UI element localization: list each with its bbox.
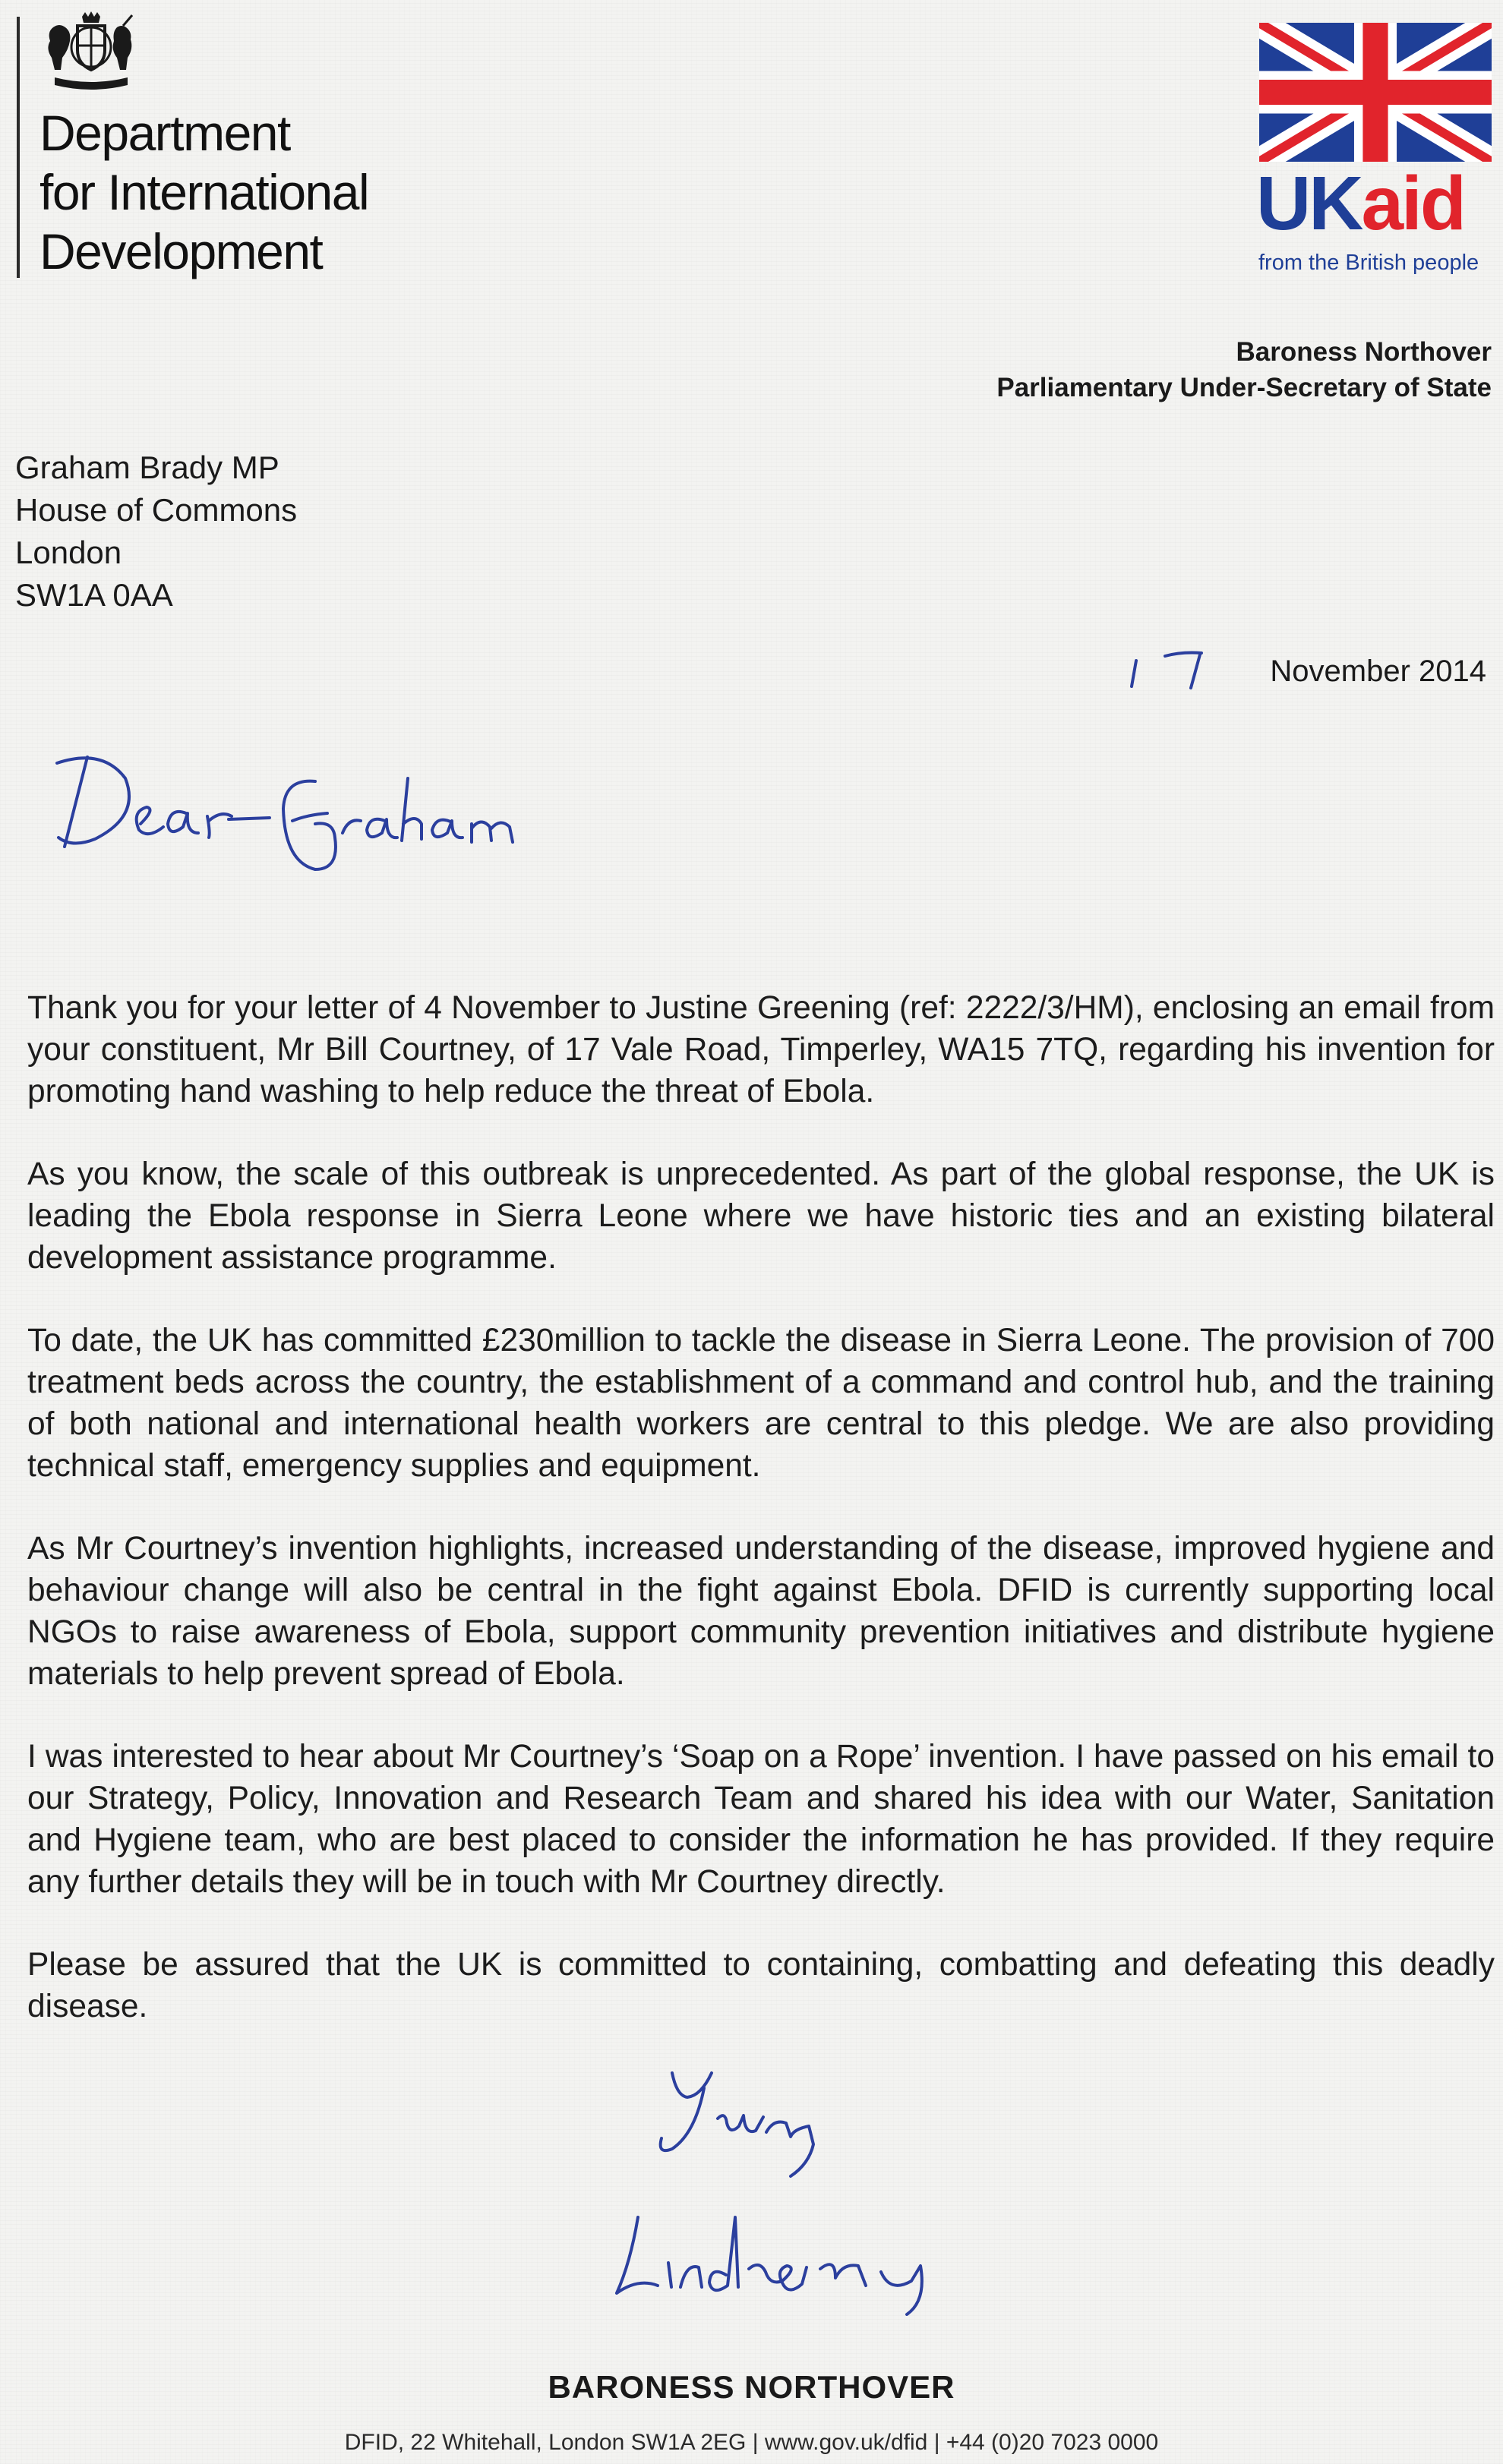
- body-paragraph: As Mr Courtney’s invention highlights, increased understanding of the disease, improved hygiene and behaviour change will also be central in the fight against Ebola. DFID is currently supporting local NGOs to raise awareness of Ebola, support community prevention initiatives and distribute hygiene materials to help prevent spread of Ebola.: [27, 1531, 1495, 1692]
- sender-name: Baroness Northover: [1236, 337, 1492, 367]
- department-name: [39, 103, 368, 281]
- handwritten-salutation: [42, 748, 573, 877]
- letter-body: [27, 987, 1495, 2068]
- header-rule: [17, 17, 20, 278]
- handwritten-closing: [642, 2065, 862, 2179]
- addressee-line: SW1A 0AA: [15, 577, 173, 613]
- body-paragraph: I was interested to hear about Mr Courtney’s ‘Soap on a Rope’ invention. I have passed on his email to our Strategy, Policy, Innovation and Research Team and shared his idea with our Water, Sanitation and Hygiene team, who are best placed to consider the information he has provided. If they require any further details they will be in touch with Mr Courtney directly.: [27, 1739, 1495, 1900]
- sender-title: Parliamentary Under-Secretary of State: [996, 373, 1492, 402]
- ukaid-uk: UK: [1256, 161, 1362, 246]
- addressee-line: House of Commons: [15, 492, 298, 528]
- sender-block: [996, 334, 1492, 405]
- body-paragraph: As you know, the scale of this outbreak is unprecedented. As part of the global response, the UK is leading the Ebola response in Sierra Leone where we have historic ties and an existing bilateral development assistance programme.: [27, 1156, 1495, 1276]
- body-paragraph: To date, the UK has committed £230million to tackle the disease in Sierra Leone. The provision of 700 treatment beds across the country, the establishment of a command and control hub, and the training of both national and international health workers are central to this pledge. We are also providing technical staff, emergency supplies and equipment.: [27, 1323, 1495, 1484]
- footer-address: DFID, 22 Whitehall, London SW1A 2EG | www.gov.uk/dfid | +44 (0)20 7023 0000: [344, 2430, 1159, 2455]
- signatory-name: BARONESS NORTHOVER: [548, 2369, 955, 2405]
- department-line-2: for International: [39, 164, 369, 220]
- handwritten-day: [1126, 644, 1209, 691]
- royal-coat-of-arms-icon: [38, 11, 144, 94]
- addressee-block: [15, 446, 297, 617]
- ukaid-logo: [1256, 161, 1464, 246]
- ukaid-tagline: from the British people: [1258, 251, 1479, 275]
- ukaid-aid: aid: [1361, 161, 1464, 246]
- body-paragraph: Thank you for your letter of 4 November to Justine Greening (ref: 2222/3/HM), enclosing an email from your constituent, Mr Bill Courtney, of 17 Vale Road, Timperley, WA15 7TQ, regarding his invention for promoting hand washing to help reduce the threat of Ebola.: [27, 990, 1495, 1109]
- department-line-1: Department: [39, 105, 290, 161]
- addressee-line: London: [15, 535, 122, 570]
- department-line-3: Development: [39, 223, 323, 279]
- handwritten-signature: [608, 2202, 957, 2316]
- body-paragraph: Please be assured that the UK is committed to containing, combatting and defeating this deadly disease.: [27, 1947, 1495, 2024]
- date-month-year: November 2014: [1270, 655, 1486, 688]
- union-jack-flag-icon: [1259, 23, 1492, 162]
- addressee-line: Graham Brady MP: [15, 450, 279, 485]
